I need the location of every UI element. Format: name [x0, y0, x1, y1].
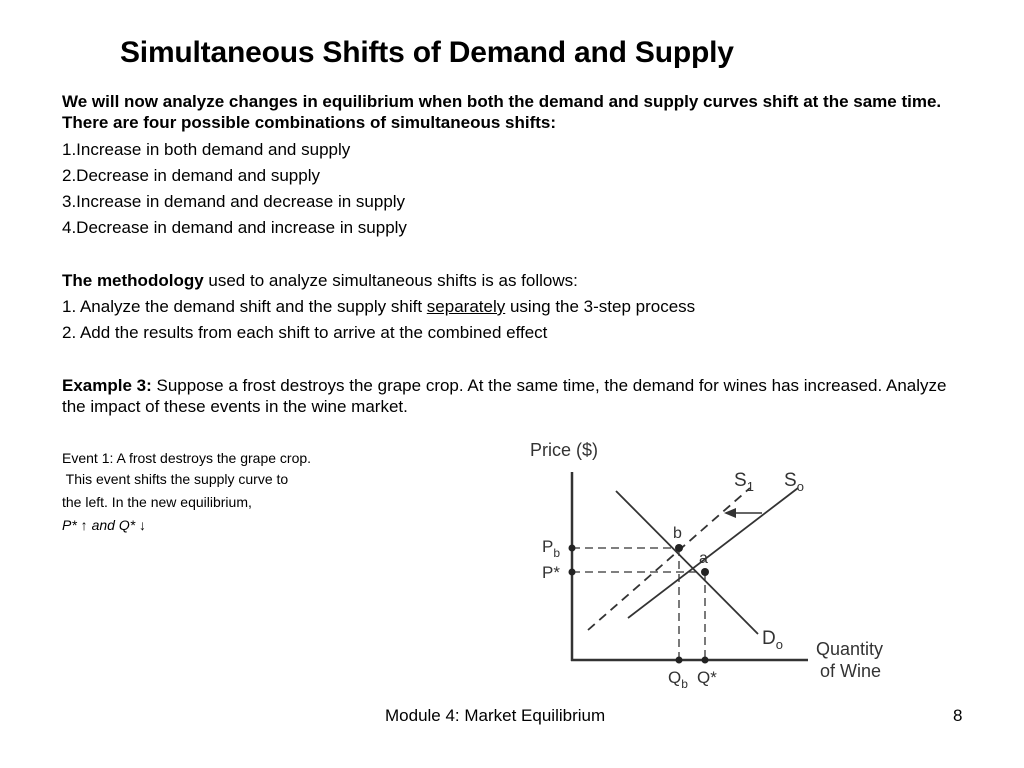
- combination-item-4: 4.Decrease in demand and increase in supply: [62, 218, 407, 237]
- step-1-post: using the 3-step process: [505, 297, 696, 316]
- supply-curve-new: [588, 488, 750, 630]
- example-label: Example 3:: [62, 376, 152, 395]
- supply-new-label: $S_1$: [734, 470, 754, 494]
- equilibrium-point-b: [675, 544, 683, 552]
- methodology-text: used to analyze simultaneous shifts is as follows:: [203, 271, 578, 290]
- pb-axis-marker: [569, 545, 576, 552]
- qb-label: $Q_b$: [668, 668, 688, 691]
- demand-label: $D_o$: [762, 628, 783, 652]
- combination-item-2: 2.Decrease in demand and supply: [62, 166, 320, 185]
- combination-item-3: 3.Increase in demand and decrease in supply: [62, 192, 406, 211]
- pb-label: $P_b$: [542, 537, 561, 560]
- example-text: Suppose a frost destroys the grape crop. At the same time, the demand for wines has increased. Analyze the impact of these events in the wine market.: [62, 376, 947, 416]
- supply-curve-original: [628, 488, 798, 618]
- methodology-label: The methodology: [62, 271, 204, 290]
- point-b-label: b: [673, 525, 682, 542]
- equilibrium-point-a: [701, 568, 709, 576]
- intro-paragraph: We will now analyze changes in equilibrium when both the demand and supply curves shift at the same time. There are four possible combinations of simultaneous shifts:: [62, 92, 942, 132]
- footer-module: Module 4: Market Equilibrium: [385, 706, 606, 725]
- footer-page-number: 8: [953, 706, 963, 725]
- pstar-label: P*: [542, 563, 560, 582]
- x-axis-label-line-1: Quantity: [816, 639, 884, 659]
- step-1-underlined: separately: [426, 297, 506, 316]
- qstar-axis-marker: [702, 657, 709, 664]
- x-axis-label-line-2: of Wine: [820, 661, 882, 681]
- y-axis-label: Price ($): [530, 440, 599, 460]
- step-1-pre: 1. Analyze the demand shift and the supply shift: [62, 297, 427, 316]
- slide-title: Simultaneous Shifts of Demand and Supply: [120, 36, 734, 69]
- methodology-step-2: 2. Add the results from each shift to arrive at the combined effect: [62, 323, 548, 342]
- qb-axis-marker: [676, 657, 683, 664]
- event-line-3: the left. In the new equilibrium,: [62, 494, 252, 510]
- combination-item-1: 1.Increase in both demand and supply: [62, 140, 351, 159]
- event-line-4: P* ↑ and Q* ↓: [62, 517, 147, 533]
- event-line-2: This event shifts the supply curve to: [62, 471, 289, 487]
- qstar-label: Q*: [697, 668, 717, 687]
- point-a-label: a: [699, 550, 708, 567]
- event-line-1: Event 1: A frost destroys the grape crop.: [62, 450, 312, 466]
- supply-original-label: $S_o$: [784, 470, 804, 494]
- pstar-axis-marker: [569, 569, 576, 576]
